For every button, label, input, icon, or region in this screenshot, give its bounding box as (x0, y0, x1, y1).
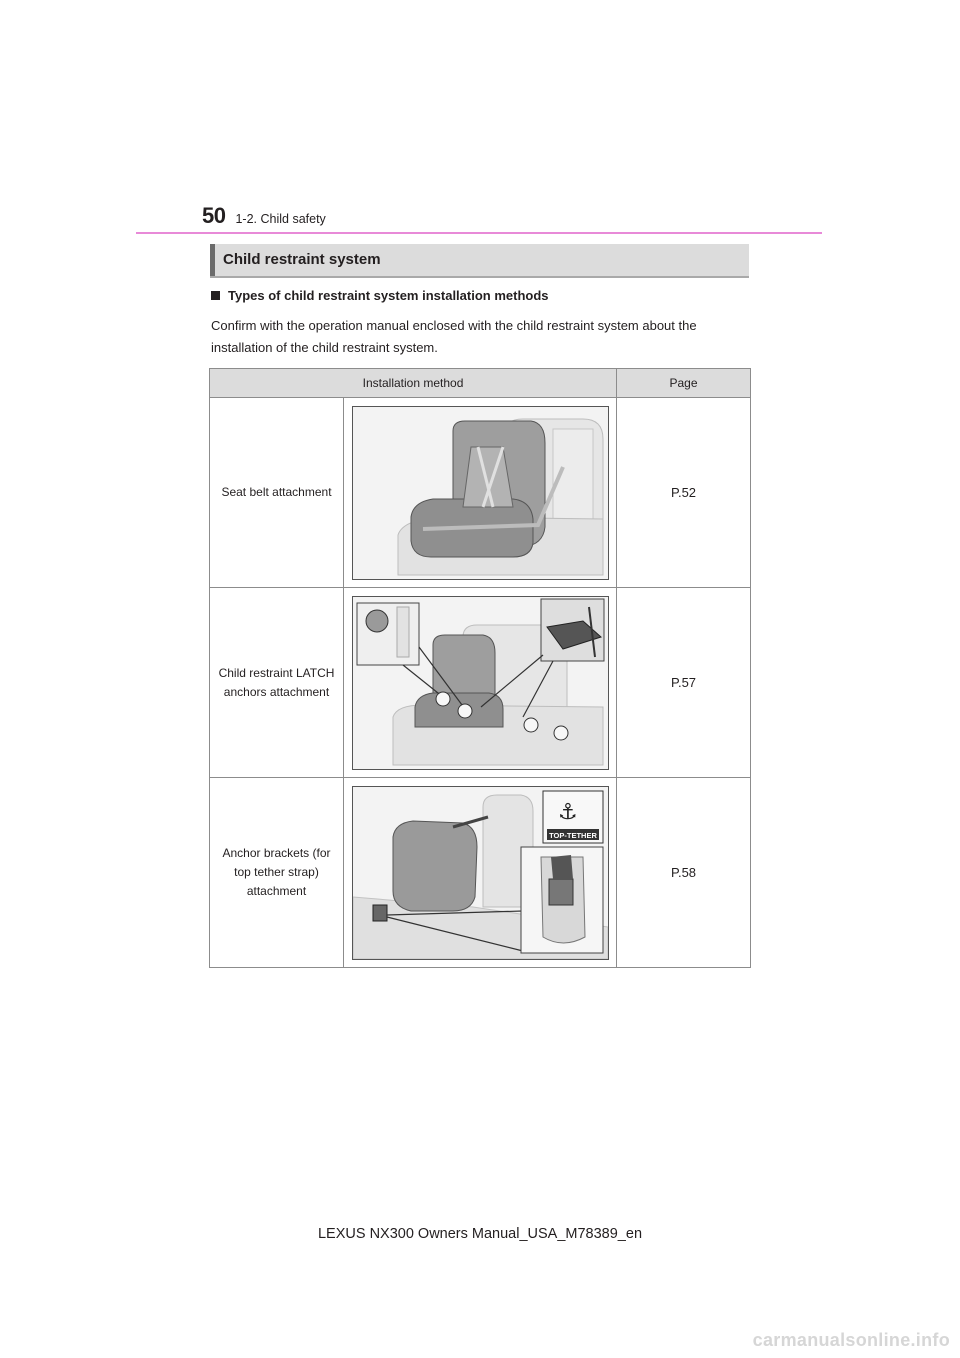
page-cell: P.57 (617, 588, 751, 778)
seat-belt-attachment-illustration (352, 406, 609, 580)
page-header (202, 203, 326, 229)
table-row (210, 588, 751, 778)
square-bullet-icon (211, 291, 220, 300)
page-title: Child restraint system (223, 251, 381, 268)
body-paragraph: Confirm with the operation manual enclosed with the child restraint system about the installation of the child restraint system. (211, 318, 697, 355)
top-tether-illustration (352, 786, 609, 960)
column-header-page: Page (617, 369, 751, 398)
page-cell: P.52 (617, 398, 751, 588)
subheading-text: Types of child restraint system installation methods (228, 288, 549, 303)
method-cell: Anchor brackets (for top tether strap) attachment (210, 778, 344, 968)
svg-text:⚓: ⚓ (557, 799, 578, 825)
footer-manual-id: LEXUS NX300 Owners Manual_USA_M78389_en (317, 1226, 643, 1242)
latch-anchors-illustration (352, 596, 609, 770)
method-cell: Seat belt attachment (210, 398, 344, 588)
illustration-cell (344, 588, 617, 778)
title-bar-marker (210, 244, 215, 276)
method-cell: Child restraint LATCH anchors attachment (210, 588, 344, 778)
section-title: 1-2. Child safety (235, 212, 326, 226)
title-bar (210, 244, 749, 278)
table-header-row (210, 369, 751, 398)
table-row (210, 778, 751, 968)
installation-methods-table (209, 368, 751, 968)
top-tether-label: TOP-TETHER (548, 830, 597, 840)
watermark: carmanualsonline.info (752, 1330, 950, 1350)
table-row (210, 398, 751, 588)
page-number: 50 (202, 203, 226, 228)
subheading (211, 288, 549, 303)
page-cell: P.58 (617, 778, 751, 968)
illustration-cell (344, 398, 617, 588)
column-header-method: Installation method (210, 369, 617, 398)
illustration-cell (344, 778, 617, 968)
header-rule (136, 232, 822, 234)
